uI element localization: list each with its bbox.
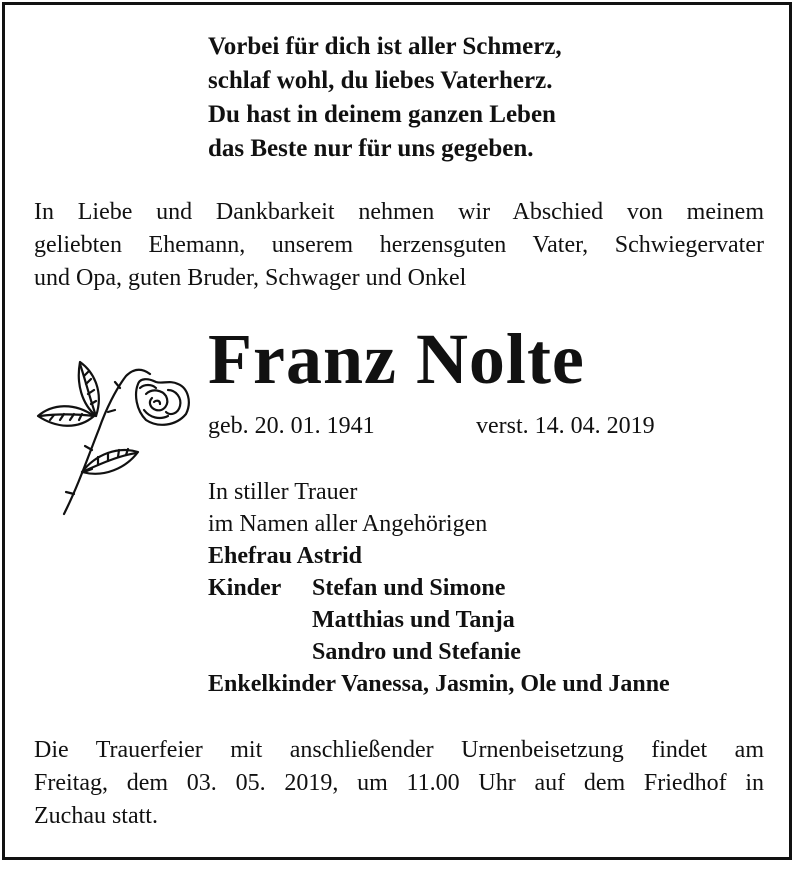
child-couple: Sandro und Stefanie <box>312 639 521 665</box>
rose-icon <box>34 354 194 524</box>
funeral-line: Freitag, dem 03. 05. 2019, um 11.00 Uhr auf dem Friedhof in <box>34 770 764 796</box>
intro-text <box>34 196 764 295</box>
child-couple: Matthias und Tanja <box>312 607 515 633</box>
intro-line: und Opa, guten Bruder, Schwager und Onkel <box>34 265 467 291</box>
funeral-text <box>34 734 764 833</box>
poem <box>208 30 562 166</box>
mourn-line: In stiller Trauer <box>208 479 358 505</box>
child-couple: Stefan und Simone <box>312 575 506 601</box>
deceased-name: Franz Nolte <box>208 319 585 399</box>
funeral-line: Die Trauerfeier mit anschließender Urnenbeisetzung findet am <box>34 737 764 763</box>
intro-line: In Liebe und Dankbarkeit nehmen wir Abschied von meinem <box>34 199 764 225</box>
poem-line: Vorbei für dich ist aller Schmerz, <box>208 33 562 60</box>
poem-line: schlaf wohl, du liebes Vaterherz. <box>208 67 553 94</box>
grandchildren: Enkelkinder Vanessa, Jasmin, Ole und Janne <box>208 671 670 697</box>
funeral-line: Zuchau statt. <box>34 803 158 829</box>
life-dates <box>208 410 655 442</box>
death-date: verst. 14. 04. 2019 <box>476 413 655 439</box>
poem-line: Du hast in deinem ganzen Leben <box>208 101 556 128</box>
wife: Ehefrau Astrid <box>208 543 363 569</box>
poem-line: das Beste nur für uns gegeben. <box>208 135 534 162</box>
intro-line: geliebten Ehemann, unserem herzensguten Vater, Schwiegervater <box>34 232 764 258</box>
children-label: Kinder <box>208 575 282 601</box>
birth-date: geb. 20. 01. 1941 <box>208 413 375 439</box>
mourn-line: im Namen aller Angehörigen <box>208 511 488 537</box>
children-line <box>208 572 670 604</box>
mourners <box>208 476 670 700</box>
